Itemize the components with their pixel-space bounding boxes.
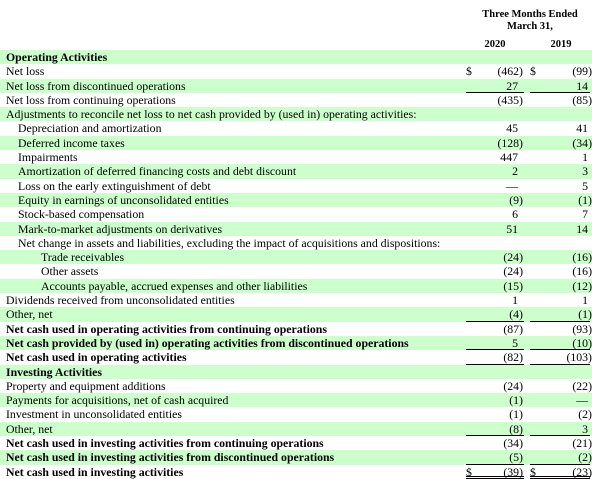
value-2019: (16) — [572, 250, 592, 265]
value-cell-2019 — [530, 179, 590, 193]
period-line-2: March 31, — [507, 21, 553, 32]
currency-symbol: $ — [466, 464, 472, 479]
value-cell-2019 — [530, 50, 590, 64]
value-2020: 447 — [500, 150, 518, 165]
table-row — [0, 465, 592, 479]
table-row — [0, 379, 592, 393]
value-2019: 14 — [576, 221, 588, 236]
table-row — [0, 407, 592, 421]
table-row — [0, 393, 592, 407]
value-2020: (8) — [509, 421, 523, 436]
value-2019: 3 — [582, 421, 588, 436]
value-2019: (12) — [572, 278, 592, 293]
value-2019: (10) — [572, 335, 592, 350]
table-row — [0, 322, 592, 336]
table-row — [0, 79, 592, 93]
currency-symbol: $ — [466, 64, 472, 79]
row-label: Operating Activities — [6, 50, 108, 64]
value-cell-2020 — [466, 422, 524, 436]
value-2020: (15) — [503, 278, 523, 293]
value-cell-2020 — [466, 407, 524, 421]
value-2020: 1 — [512, 293, 518, 308]
row-label: Dividends received from unconsolidated entities — [6, 293, 235, 308]
value-2020: (4) — [509, 307, 523, 322]
value-2019: 7 — [582, 207, 588, 222]
value-2019: (34) — [572, 135, 592, 150]
value-cell-2020 — [466, 450, 524, 464]
value-cell-2020 — [466, 365, 524, 379]
table-row — [0, 250, 592, 264]
value-cell-2020 — [466, 121, 524, 135]
table-row — [0, 50, 592, 64]
table-row — [0, 207, 592, 221]
value-2019: (2) — [578, 407, 592, 422]
value-cell-2020 — [466, 236, 524, 250]
value-cell-2019 — [530, 79, 590, 93]
value-cell-2019 — [530, 307, 590, 321]
value-2020: 27 — [506, 78, 518, 93]
table-row — [0, 179, 592, 193]
value-2019: 3 — [582, 164, 588, 179]
table-row — [0, 307, 592, 321]
table-row — [0, 264, 592, 278]
value-cell-2019 — [530, 379, 590, 393]
value-2019: (21) — [572, 436, 592, 451]
value-2020: (9) — [509, 192, 523, 207]
table-row — [0, 150, 592, 164]
value-2020: (462) — [497, 64, 523, 79]
value-cell-2019 — [530, 450, 590, 464]
row-label: Impairments — [18, 150, 78, 165]
value-2020: 2 — [512, 164, 518, 179]
value-cell-2020 — [466, 136, 524, 150]
value-2019: (1) — [578, 307, 592, 322]
value-2020: (1) — [509, 393, 523, 408]
value-cell-2019 — [530, 236, 590, 250]
table-row — [0, 436, 592, 450]
value-2019: 14 — [576, 78, 588, 93]
value-2019: (99) — [572, 64, 592, 79]
column-header-2019: 2019 — [550, 39, 572, 50]
value-cell-2020 — [466, 50, 524, 64]
value-2020: (39) — [503, 464, 523, 479]
value-cell-2020 — [466, 79, 524, 93]
value-2019: 1 — [582, 293, 588, 308]
table-row — [0, 164, 592, 178]
row-label: Amortization of deferred financing costs and debt discount — [18, 164, 297, 179]
value-cell-2020 — [466, 150, 524, 164]
value-cell-2019 — [530, 121, 590, 135]
value-cell-2019 — [530, 350, 590, 364]
value-2020: (82) — [503, 350, 523, 365]
row-label: Net cash used in investing activities from discontinued operations — [6, 450, 335, 465]
column-header-2020: 2020 — [484, 39, 506, 50]
value-2019: (16) — [572, 264, 592, 279]
value-cell-2019 — [530, 250, 590, 264]
table-row — [0, 365, 592, 379]
value-cell-2019 — [530, 407, 590, 421]
row-label: Net cash used in operating activities from continuing operations — [6, 321, 327, 336]
table-row — [0, 279, 592, 293]
value-2019: (85) — [572, 92, 592, 107]
value-2020: (435) — [497, 92, 523, 107]
value-cell-2019 — [530, 279, 590, 293]
value-2019: 1 — [582, 150, 588, 165]
value-cell-2019 — [530, 336, 590, 350]
period-line-1: Three Months Ended — [482, 9, 578, 20]
table-row — [0, 193, 592, 207]
value-cell-2019 — [530, 436, 590, 450]
value-2019: — — [576, 393, 588, 408]
value-cell-2020 — [466, 193, 524, 207]
table-row — [0, 121, 592, 135]
value-cell-2020 — [466, 264, 524, 278]
value-2019: (1) — [578, 192, 592, 207]
row-label: Payments for acquisitions, net of cash acquired — [6, 393, 229, 408]
row-label: Net loss from discontinued operations — [6, 78, 186, 93]
value-cell-2019 — [530, 465, 590, 479]
value-cell-2020 — [466, 164, 524, 178]
value-cell-2019 — [530, 164, 590, 178]
value-cell-2020 — [466, 64, 524, 78]
value-cell-2020 — [466, 465, 524, 479]
value-cell-2020 — [466, 179, 524, 193]
row-label: Deferred income taxes — [18, 135, 125, 150]
row-label: Net cash used in investing activities — [6, 464, 184, 479]
value-cell-2019 — [530, 64, 590, 78]
value-cell-2020 — [466, 93, 524, 107]
row-label: Net cash used in investing activities from continuing operations — [6, 436, 324, 451]
value-2020: (24) — [503, 264, 523, 279]
row-label: Net cash used in operating activities — [6, 350, 187, 365]
value-2019: 41 — [576, 121, 588, 136]
table-row — [0, 93, 592, 107]
row-label: Stock-based compensation — [18, 207, 145, 222]
value-cell-2019 — [530, 150, 590, 164]
value-2020: 5 — [512, 335, 518, 350]
row-label: Net loss — [6, 64, 45, 79]
row-label: Accounts payable, accrued expenses and other liabilities — [41, 278, 308, 293]
value-2019: (103) — [566, 350, 592, 365]
row-label: Other, net — [6, 421, 53, 436]
value-cell-2020 — [466, 107, 524, 121]
value-2019: (93) — [572, 321, 592, 336]
value-2020: (1) — [509, 407, 523, 422]
value-2019: (22) — [572, 378, 592, 393]
row-label: Investment in unconsolidated entities — [6, 407, 182, 422]
row-label: Net change in assets and liabilities, excluding the impact of acquisitions and dispositions: — [18, 235, 441, 250]
value-cell-2019 — [530, 393, 590, 407]
row-label: Loss on the early extinguishment of debt — [18, 178, 211, 193]
value-2020: (24) — [503, 250, 523, 265]
value-2020: (87) — [503, 321, 523, 336]
table-row — [0, 236, 592, 250]
currency-symbol: $ — [530, 464, 536, 479]
value-cell-2019 — [530, 93, 590, 107]
table-row — [0, 422, 592, 436]
table-row — [0, 350, 592, 364]
value-2020: — — [506, 178, 518, 193]
value-cell-2020 — [466, 250, 524, 264]
value-cell-2020 — [466, 393, 524, 407]
table-row — [0, 222, 592, 236]
value-2019: (23) — [572, 464, 592, 479]
row-label: Equity in earnings of unconsolidated entities — [18, 192, 229, 207]
value-cell-2019 — [530, 293, 590, 307]
value-cell-2020 — [466, 322, 524, 336]
value-cell-2020 — [466, 293, 524, 307]
row-label: Mark-to-market adjustments on derivatives — [18, 221, 223, 236]
value-cell-2019 — [530, 222, 590, 236]
currency-symbol: $ — [530, 64, 536, 79]
table-row — [0, 450, 592, 464]
value-cell-2020 — [466, 350, 524, 364]
value-cell-2019 — [530, 107, 590, 121]
table-row — [0, 64, 592, 78]
value-cell-2020 — [466, 436, 524, 450]
row-label: Net cash provided by (used in) operating activities from discontinued operations — [6, 335, 409, 350]
value-cell-2019 — [530, 365, 590, 379]
value-2020: (34) — [503, 436, 523, 451]
value-cell-2020 — [466, 307, 524, 321]
value-cell-2019 — [530, 422, 590, 436]
row-label: Net loss from continuing operations — [6, 92, 176, 107]
row-label: Adjustments to reconcile net loss to net cash provided by (used in) operating activities: — [6, 107, 417, 122]
value-cell-2020 — [466, 222, 524, 236]
row-label: Other, net — [6, 307, 53, 322]
cash-flow-table — [0, 50, 592, 479]
value-2020: (24) — [503, 378, 523, 393]
value-cell-2020 — [466, 207, 524, 221]
row-label: Depreciation and amortization — [18, 121, 162, 136]
table-row — [0, 107, 592, 121]
row-label: Investing Activities — [6, 364, 103, 379]
value-2020: 45 — [506, 121, 518, 136]
column-header-period — [468, 9, 592, 33]
value-2020: (128) — [497, 135, 523, 150]
value-cell-2020 — [466, 379, 524, 393]
value-2019: 5 — [582, 178, 588, 193]
value-cell-2020 — [466, 279, 524, 293]
value-cell-2019 — [530, 264, 590, 278]
value-cell-2019 — [530, 136, 590, 150]
value-cell-2019 — [530, 193, 590, 207]
value-2019: (2) — [578, 450, 592, 465]
value-cell-2019 — [530, 322, 590, 336]
row-label: Trade receivables — [41, 250, 125, 265]
table-row — [0, 136, 592, 150]
value-cell-2020 — [466, 336, 524, 350]
row-label: Other assets — [41, 264, 99, 279]
value-2020: 51 — [506, 221, 518, 236]
value-2020: 6 — [512, 207, 518, 222]
table-row — [0, 293, 592, 307]
row-label: Property and equipment additions — [6, 378, 166, 393]
value-2020: (5) — [509, 450, 523, 465]
table-row — [0, 336, 592, 350]
value-cell-2019 — [530, 207, 590, 221]
